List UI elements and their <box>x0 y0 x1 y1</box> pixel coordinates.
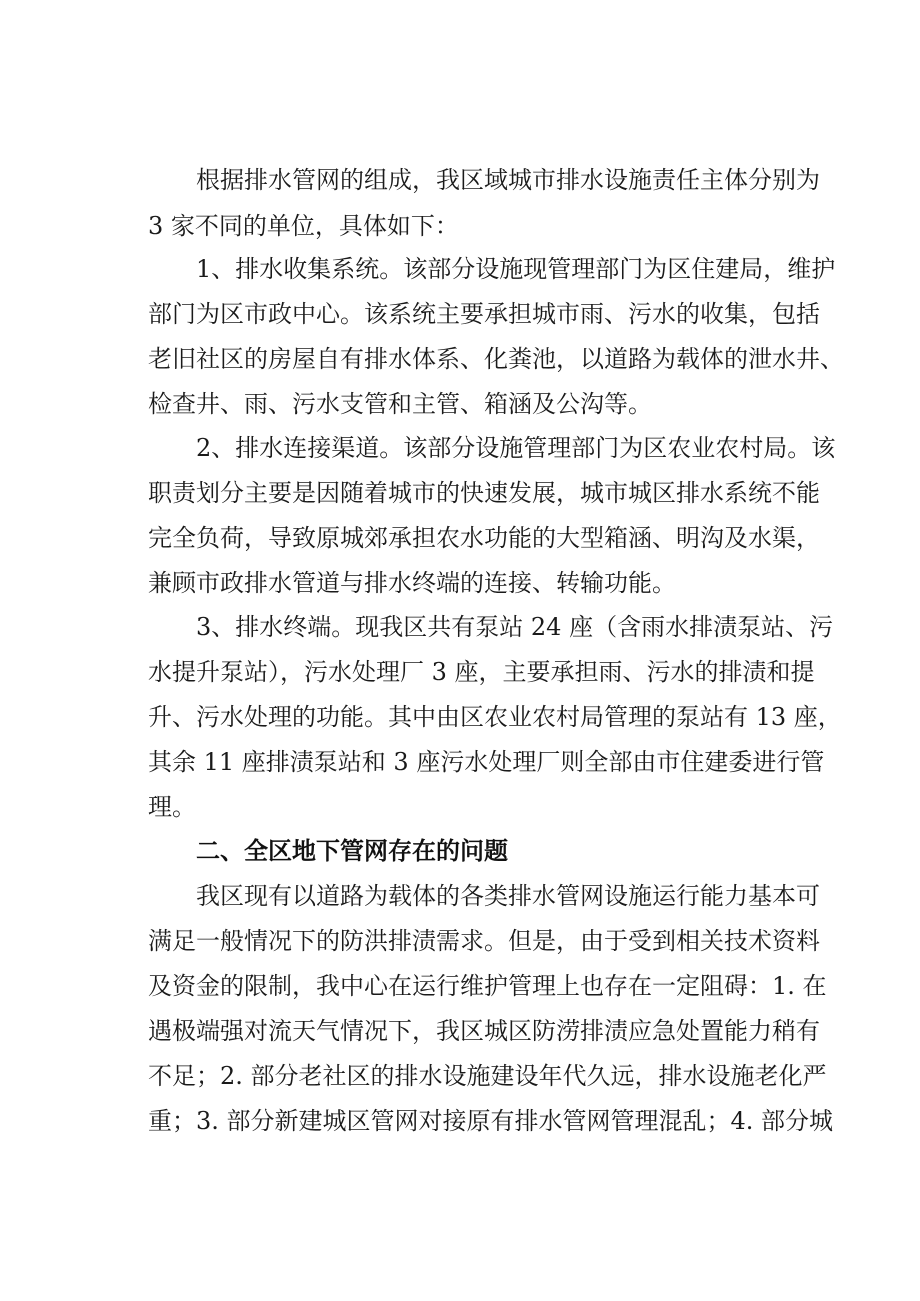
paragraph-line: 完全负荷，导致原城郊承担农水功能的大型箱涵、明沟及水渠， <box>148 524 820 552</box>
paragraph-line: 及资金的限制，我中心在运行维护管理上也存在一定阻碍：1. 在 <box>148 972 827 1000</box>
paragraph-line: 满足一般情况下的防洪排渍需求。但是，由于受到相关技术资料 <box>148 927 820 955</box>
paragraph-line: 3 家不同的单位，具体如下： <box>148 212 459 240</box>
paragraph-line: 遇极端强对流天气情况下，我区城区防涝排渍应急处置能力稍有 <box>148 1017 820 1045</box>
paragraph-line: 水提升泵站），污水处理厂 3 座，主要承担雨、污水的排渍和提 <box>148 658 815 686</box>
paragraph-line: 升、污水处理的功能。其中由区农业农村局管理的泵站有 13 座， <box>148 703 842 731</box>
paragraph-line: 部门为区市政中心。该系统主要承担城市雨、污水的收集，包括 <box>148 300 820 328</box>
paragraph-line: 其余 11 座排渍泵站和 3 座污水处理厂则全部由市住建委进行管 <box>148 748 825 776</box>
section-heading: 二、全区地下管网存在的问题 <box>196 837 508 865</box>
paragraph-line: 不足；2. 部分老社区的排水设施建设年代久远，排水设施老化严 <box>148 1062 827 1090</box>
paragraph-line: 3、排水终端。现我区共有泵站 24 座（含雨水排渍泵站、污 <box>196 613 834 641</box>
paragraph-line: 职责划分主要是因随着城市的快速发展，城市城区排水系统不能 <box>148 479 820 507</box>
paragraph-line: 2、排水连接渠道。该部分设施管理部门为区农业农村局。该 <box>196 434 836 462</box>
paragraph-line: 检查井、雨、污水支管和主管、箱涵及公沟等。 <box>148 390 652 418</box>
paragraph-line: 理。 <box>148 793 196 821</box>
paragraph-line: 兼顾市政排水管道与排水终端的连接、转输功能。 <box>148 569 676 597</box>
paragraph-line: 老旧社区的房屋自有排水体系、化粪池，以道路为载体的泄水井、 <box>148 345 844 373</box>
paragraph-line: 1、排水收集系统。该部分设施现管理部门为区住建局，维护 <box>196 255 836 283</box>
paragraph-line: 我区现有以道路为载体的各类排水管网设施运行能力基本可 <box>196 882 820 910</box>
paragraph-line: 根据排水管网的组成，我区域城市排水设施责任主体分别为 <box>196 166 820 194</box>
paragraph-line: 重；3. 部分新建城区管网对接原有排水管网管理混乱；4. 部分城 <box>148 1107 834 1135</box>
